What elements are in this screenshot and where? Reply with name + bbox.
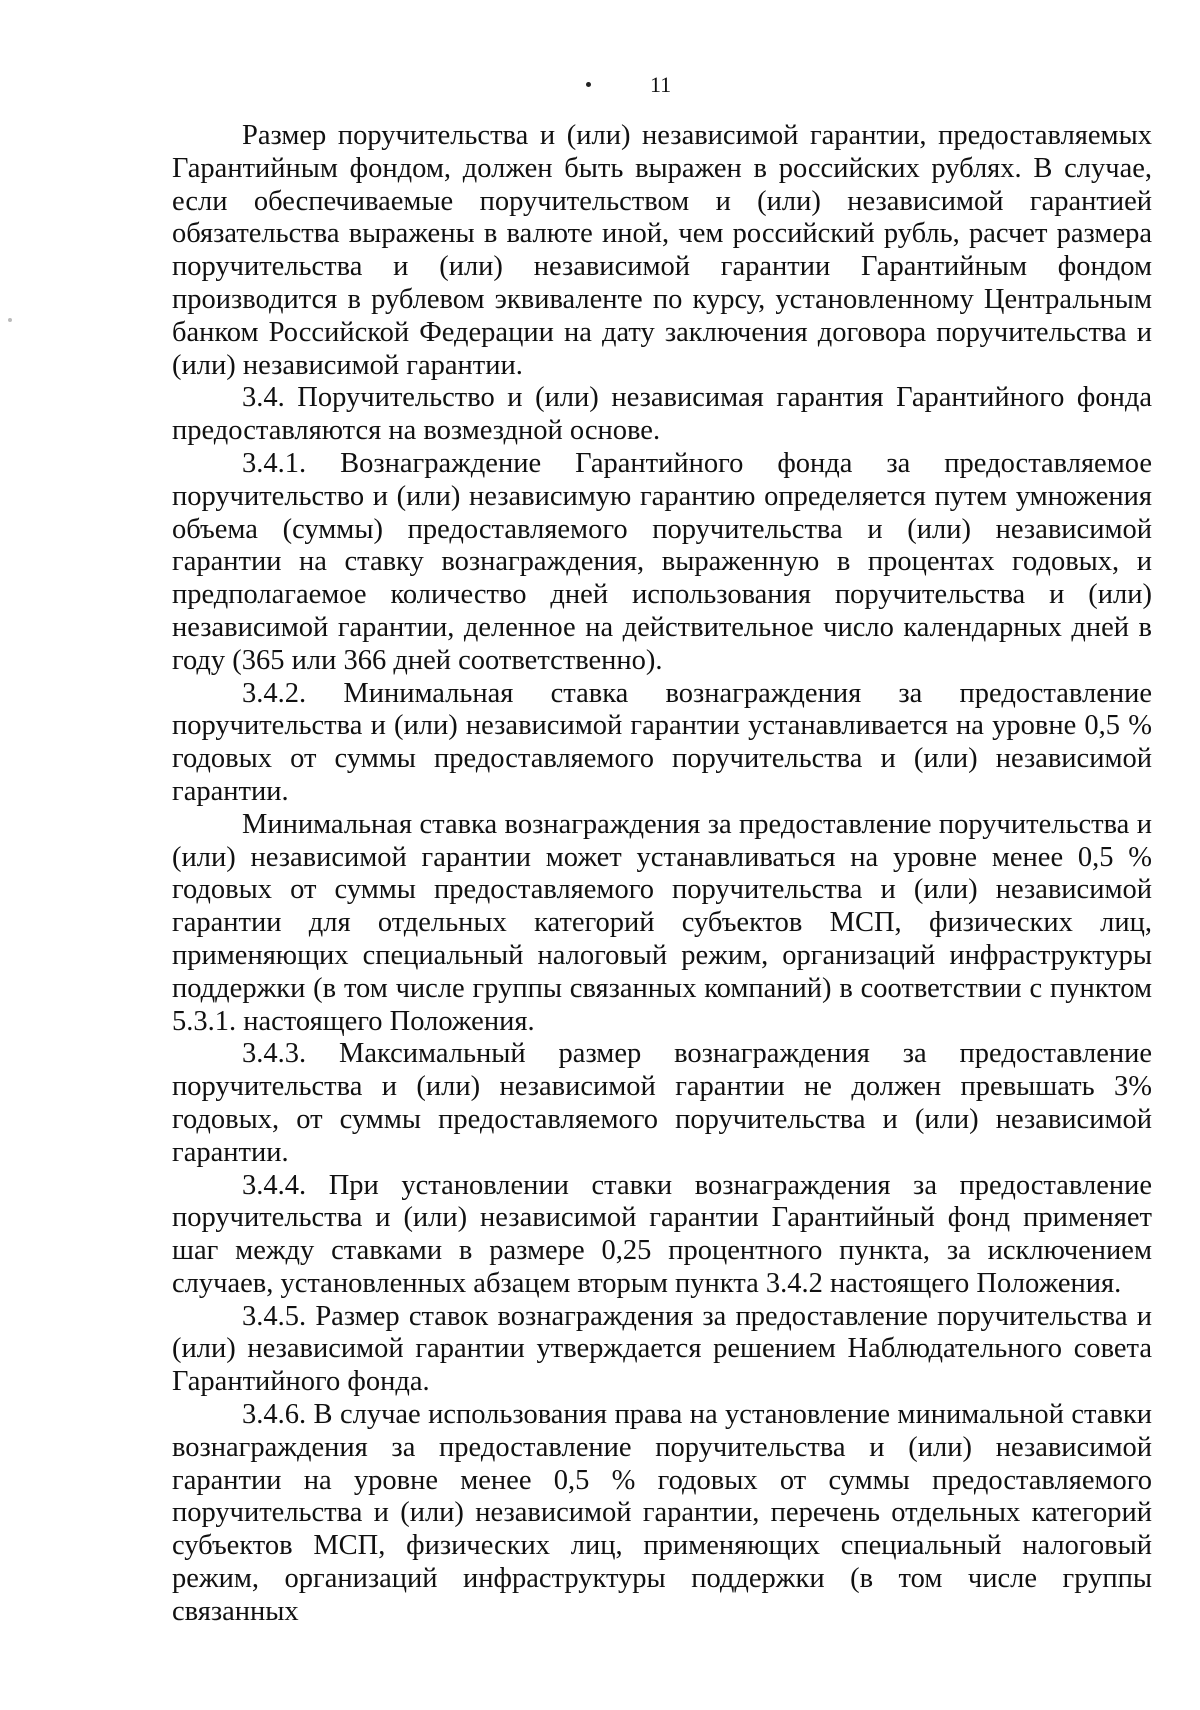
paragraph-3-4-4: 3.4.4. При установлении ставки вознаграждения за предоставление поручительства и (или) независимой гарантии Гарантийный фонд применяет шаг между ставками в размере 0,25 процентного пункта, за исключением случаев, установленных абзацем вторым пункта 3.4.2 настоящего Положения. — [172, 1169, 1152, 1299]
paragraph-size-of-guarantee: Размер поручительства и (или) независимой гарантии, предоставляемых Гарантийным фондом, должен быть выражен в российских рублях. В случае, если обеспечиваемые поручительством и (или) независимой гарантией обязательства выражены в валюте иной, чем российский рубль, расчет размера поручительства и (или) независимой гарантии Гарантийным фондом производится в рублевом эквиваленте по курсу, установленному Центральным банком Российской Федерации на дату заключения договора поручительства и (или) независимой гарантии. — [172, 120, 1152, 381]
paragraph-3-4-6: 3.4.6. В случае использования права на установление минимальной ставки вознаграждения за предоставление поручительства и (или) независимой гарантии на уровне менее 0,5 % годовых от суммы предоставляемого поручительства и (или) независимой гарантии, перечень отдельных категорий субъектов МСП, физических лиц, применяющих специальный налоговый режим, организаций инфраструктуры поддержки (в том числе группы связанных — [172, 1399, 1152, 1627]
header-dot-mark — [586, 82, 591, 87]
paragraph-3-4: 3.4. Поручительство и (или) независимая гарантия Гарантийного фонда предоставляются на возмездной основе. — [172, 382, 1152, 447]
paragraph-3-4-2-second: Минимальная ставка вознаграждения за предоставление поручительства и (или) независимой гарантии может устанавливаться на уровне менее 0,5 % годовых от суммы предоставляемого поручительства и (или) независимой гарантии для отдельных категорий субъектов МСП, физических лиц, применяющих специальный налоговый режим, организаций инфраструктуры поддержки (в том числе группы связанных компаний) в соответствии с пунктом 5.3.1. настоящего Положения. — [172, 808, 1152, 1037]
page-number: 11 — [650, 72, 672, 97]
paragraph-3-4-2: 3.4.2. Минимальная ставка вознаграждения за предоставление поручительства и (или) независимой гарантии устанавливается на уровне 0,5 % годовых от суммы предоставляемого поручительства и (или) независимой гарантии. — [172, 677, 1152, 807]
paragraph-3-4-5: 3.4.5. Размер ставок вознаграждения за предоставление поручительства и (или) независимой гарантии утверждается решением Наблюдательного совета Гарантийного фонда. — [172, 1300, 1152, 1398]
margin-speck — [8, 318, 12, 322]
document-body — [172, 120, 1152, 1629]
paragraph-3-4-1: 3.4.1. Вознаграждение Гарантийного фонда за предоставляемое поручительство и (или) независимую гарантию определяется путем умножения объема (суммы) предоставляемого поручительства и (или) независимой гарантии на ставку вознаграждения, выраженную в процентах годовых, и предполагаемое количество дней использования поручительства и (или) независимой гарантии, деленное на действительное число календарных дней в году (365 или 366 дней соответственно). — [172, 447, 1152, 676]
paragraph-3-4-3: 3.4.3. Максимальный размер вознаграждения за предоставление поручительства и (или) независимой гарантии не должен превышать 3% годовых, от суммы предоставляемого поручительства и (или) независимой гарантии. — [172, 1038, 1152, 1168]
